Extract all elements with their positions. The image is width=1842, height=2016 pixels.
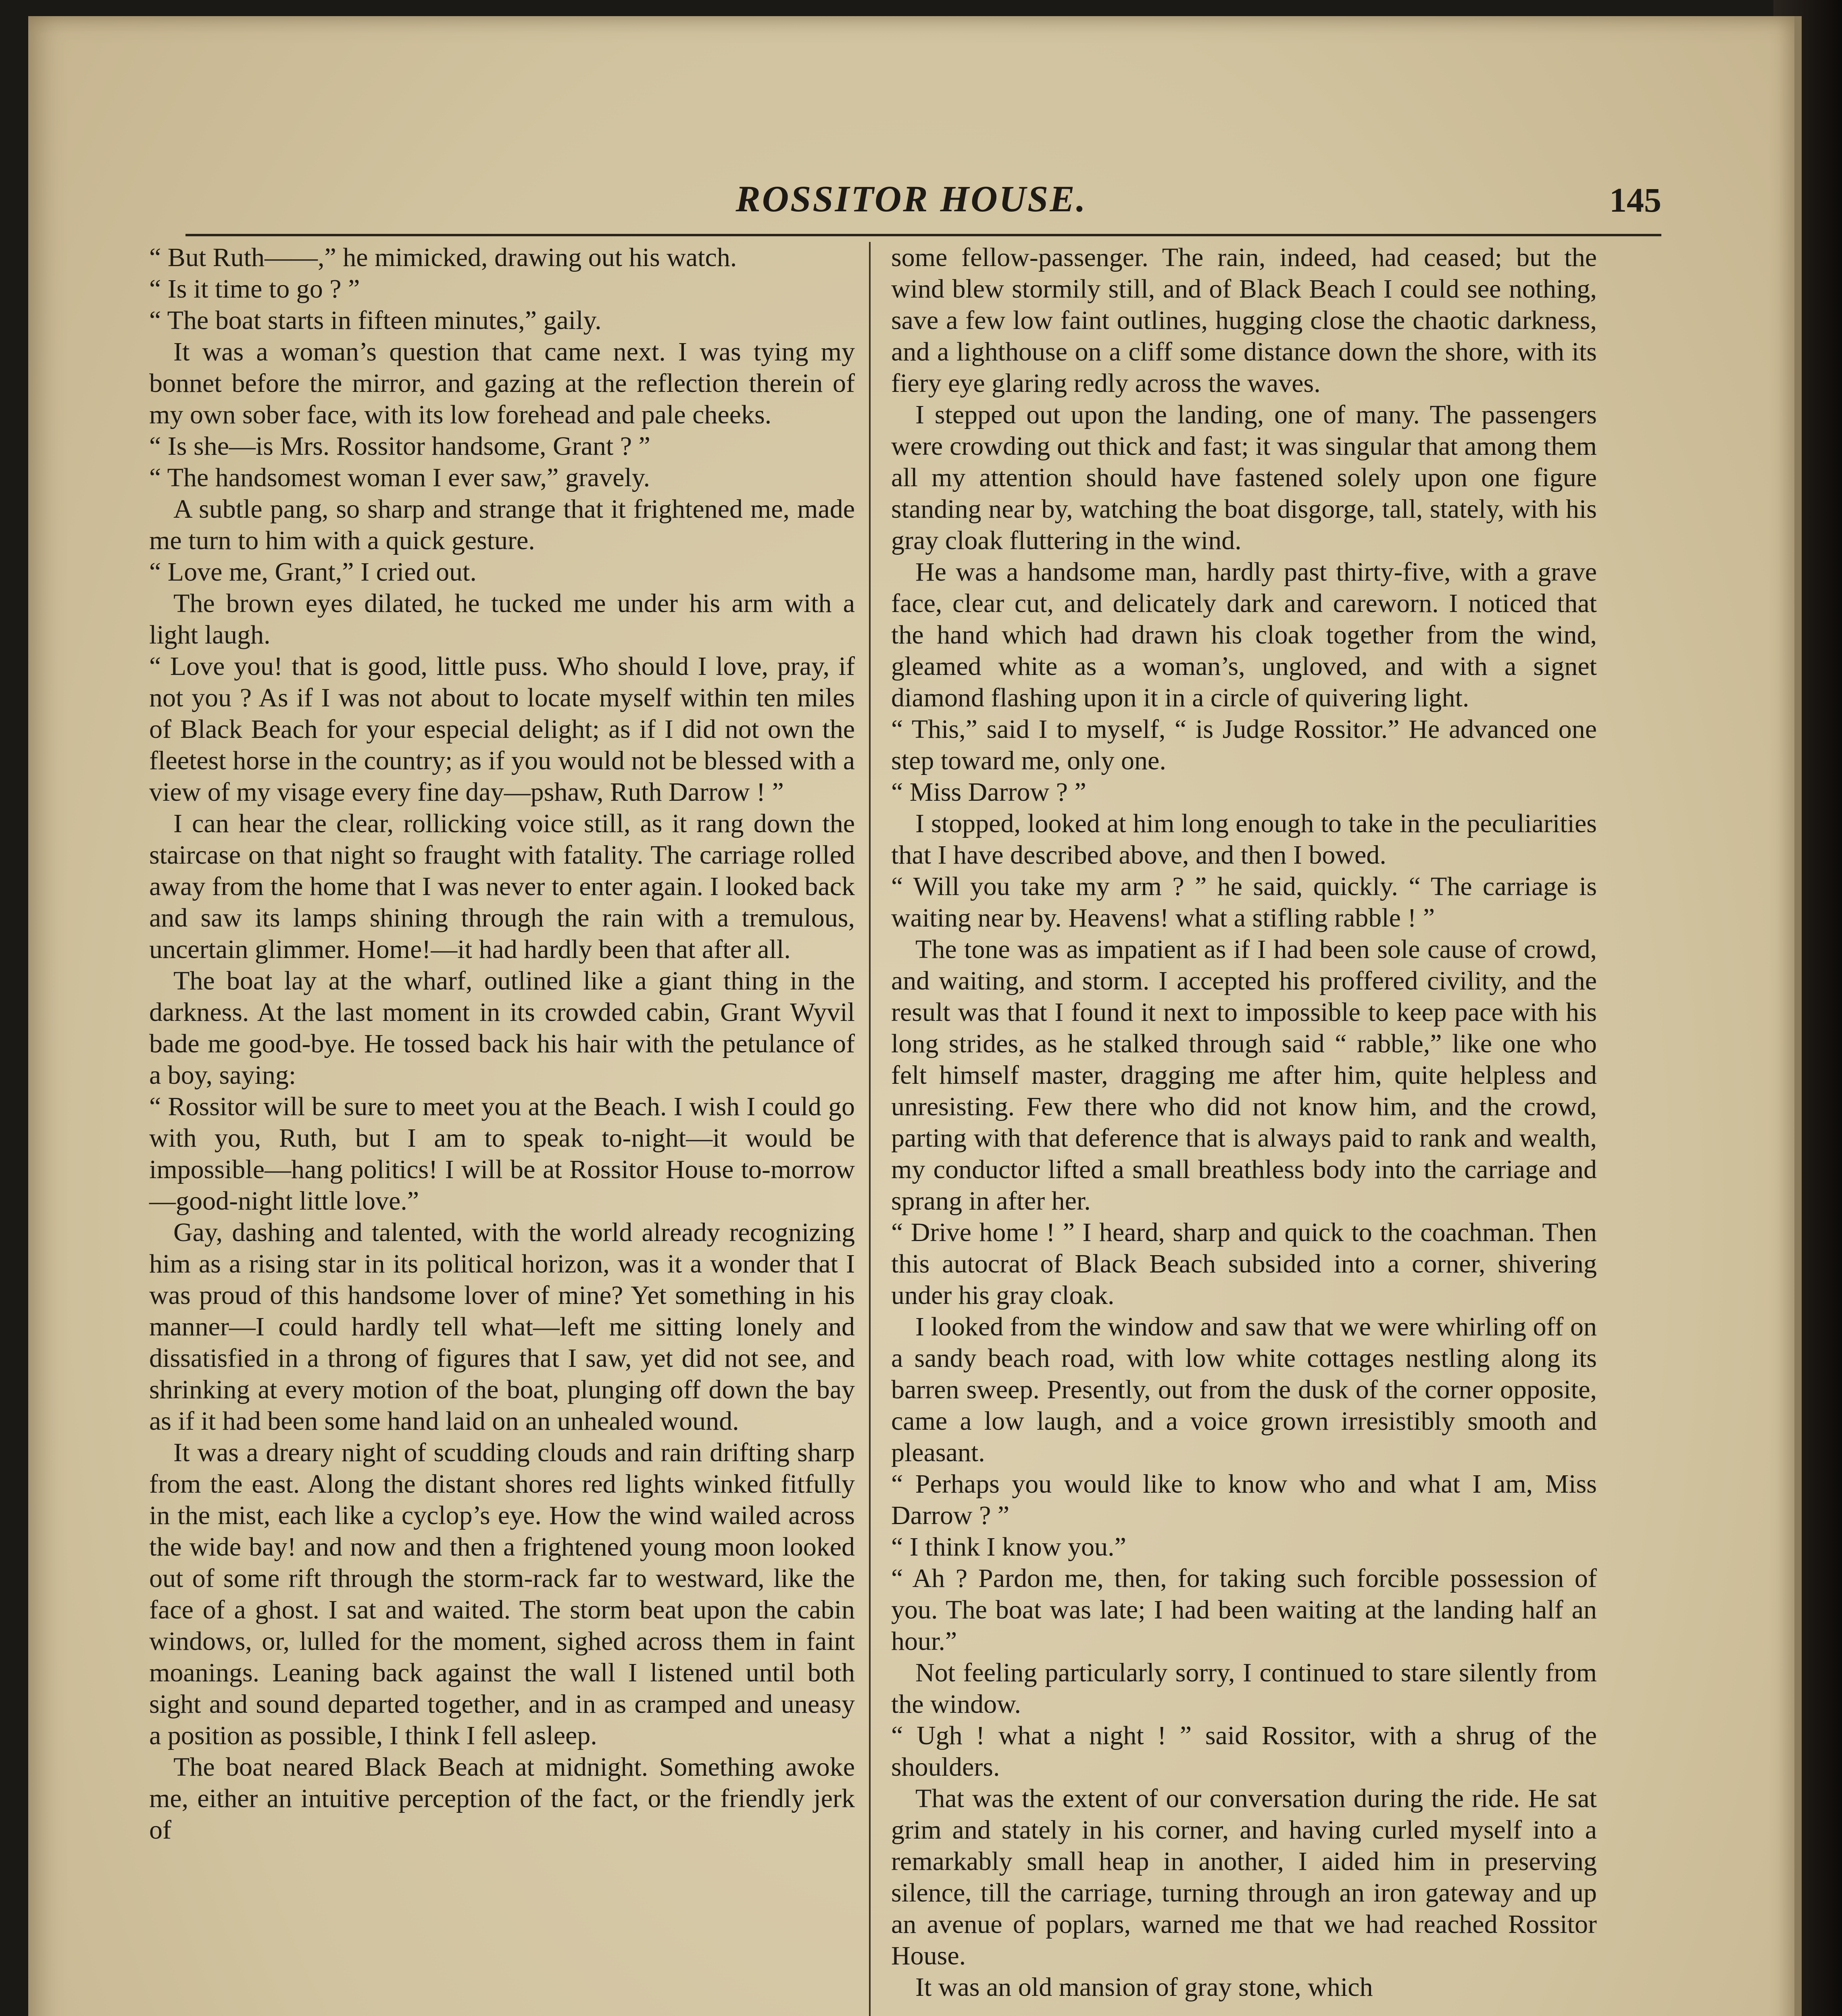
running-title: ROSSITOR HOUSE.: [736, 178, 1087, 219]
paragraph: “ Ugh ! what a night ! ” said Rossitor, with a shrug of the shoulders.: [891, 1721, 1597, 1782]
paragraph: “ This,” said I to myself, “ is Judge Rossitor.” He advanced one step toward me, only one.: [891, 714, 1597, 775]
paragraph: “ Rossitor will be sure to meet you at the Beach. I wish I could go with you, Ruth, but I am to speak to-night—it would be impossible—hang politics! I will be at Rossitor House to-morrow—good-night little love.”: [149, 1092, 855, 1216]
paragraph: That was the extent of our conversation during the ride. He sat grim and stately in his corner, and having curled myself into a remarkably small heap in another, I aided him in preserving silence, till the carriage, turning through an iron gateway and up an avenue of poplars, warned me that we had reached Rossitor House.: [891, 1784, 1597, 1970]
left-column: [149, 242, 855, 1846]
paragraph: “ I think I know you.”: [891, 1532, 1126, 1562]
paragraph: I looked from the window and saw that we were whirling off on a sandy beach road, with low white cottages nestling along its barren sweep. Presently, out from the dusk of the corner opposite, came a low laugh, and a voice grown irresistibly smooth and pleasant.: [891, 1312, 1597, 1467]
paragraph: I stopped, looked at him long enough to take in the peculiarities that I have described above, and then I bowed.: [891, 809, 1597, 870]
page-number: 145: [1609, 181, 1661, 219]
paragraph: “ Love you! that is good, little puss. Who should I love, pray, if not you ? As if I was not about to locate myself within ten miles of Black Beach for your especial delight; as if I did not own the fleetest horse in the country; as if you would not be blessed with a view of my visage every fine day—pshaw, Ruth Darrow ! ”: [149, 652, 855, 807]
paragraph: “ Is she—is Mrs. Rossitor handsome, Grant ? ”: [149, 431, 650, 461]
paragraph: some fellow-passenger. The rain, indeed, had ceased; but the wind blew stormily still, and of Black Beach I could see nothing, save a few low faint outlines, hugging close the chaotic darkness, and a lighthouse on a cliff some distance down the shore, with its fiery eye glaring redly across the waves.: [891, 243, 1597, 398]
paragraph: “ Is it time to go ? ”: [149, 274, 360, 304]
header-rule: [185, 234, 1661, 236]
paragraph: I can hear the clear, rollicking voice still, as it rang down the staircase on that night so fraught with fatality. The carriage rolled away from the home that I was never to enter again. I looked back and saw its lamps shining through the rain with a tremulous, uncertain glimmer. Home!—it had hardly been that after all.: [149, 809, 855, 964]
paragraph: “ The handsomest woman I ever saw,” gravely.: [149, 463, 650, 492]
paragraph: “ Ah ? Pardon me, then, for taking such forcible possession of you. The boat was late; I had been waiting at the landing half an hour.”: [891, 1564, 1597, 1656]
paragraph: He was a handsome man, hardly past thirty-five, with a grave face, clear cut, and delicately dark and careworn. I noticed that the hand which had drawn his cloak together from the wind, gleamed white as a woman’s, ungloved, and with a signet diamond flashing upon it in a circle of quivering light.: [891, 557, 1597, 712]
paragraph: The boat lay at the wharf, outlined like a giant thing in the darkness. At the last moment in its crowded cabin, Grant Wyvil bade me good-bye. He tossed back his hair with the petulance of a boy, saying:: [149, 966, 855, 1090]
page-header: [28, 177, 1794, 230]
column-divider: [869, 242, 871, 2016]
paragraph: The boat neared Black Beach at midnight. Something awoke me, either an intuitive perception of the fact, or the friendly jerk of: [149, 1752, 855, 1845]
paragraph: Gay, dashing and talented, with the world already recognizing him as a rising star in its political horizon, was it a wonder that I was proud of this handsome lover of mine? Yet something in his manner—I could hardly tell what—left me sitting lonely and dissatisfied in a throng of figures that I saw, yet did not see, and shrinking at every motion of the boat, plunging off down the bay as if it had been some hand laid on an unhealed wound.: [149, 1218, 855, 1436]
paragraph: A subtle pang, so sharp and strange that it frightened me, made me turn to him with a quick gesture.: [149, 494, 855, 555]
paragraph: I stepped out upon the landing, one of many. The passengers were crowding out thick and fast; it was singular that among them all my attention should have fastened solely upon one figure standing near by, watching the boat disgorge, tall, stately, with his gray cloak fluttering in the wind.: [891, 400, 1597, 555]
paragraph: “ The boat starts in fifteen minutes,” gaily.: [149, 306, 602, 335]
paragraph: It was a woman’s question that came next. I was tying my bonnet before the mirror, and gazing at the reflection therein of my own sober face, with its low forehead and pale cheeks.: [149, 337, 855, 429]
paragraph: “ Perhaps you would like to know who and what I am, Miss Darrow ? ”: [891, 1469, 1597, 1530]
paragraph: It was a dreary night of scudding clouds and rain drifting sharp from the east. Along the distant shores red lights winked fitfully in the mist, each like a cyclop’s eye. How the wind wailed across the wide bay! and now and then a frightened young moon looked out of some rift through the storm-rack far to westward, like the face of a ghost. I sat and waited. The storm beat upon the cabin windows, or, lulled for the moment, sighed across them in faint moanings. Leaning back against the wall I listened until both sight and sound departed together, and in as cramped and uneasy a position as possible, I think I fell asleep.: [149, 1438, 855, 1750]
paragraph: “ Drive home ! ” I heard, sharp and quick to the coachman. Then this autocrat of Black Beach subsided into a corner, shivering under his gray cloak.: [891, 1218, 1597, 1310]
paragraph: “ But Ruth——,” he mimicked, drawing out his watch.: [149, 243, 737, 272]
paragraph: Not feeling particularly sorry, I continued to stare silently from the window.: [891, 1658, 1597, 1719]
paragraph: “ Miss Darrow ? ”: [891, 777, 1086, 807]
paragraph: The tone was as impatient as if I had been sole cause of crowd, and waiting, and storm. I accepted his proffered civility, and the result was that I found it next to impossible to keep pace with his long strides, as he stalked through said “ rabble,” like one who felt himself master, dragging me after him, quite helpless and unresisting. Few there who did not know him, and the crowd, parting with that deference that is always paid to rank and wealth, my conductor lifted a small breathless body into the carriage and sprang in after her.: [891, 935, 1597, 1216]
paragraph: It was an old mansion of gray stone, which: [915, 1972, 1373, 2002]
right-column: [891, 242, 1597, 2003]
paragraph: The brown eyes dilated, he tucked me under his arm with a light laugh.: [149, 589, 855, 650]
paragraph: “ Will you take my arm ? ” he said, quickly. “ The carriage is waiting near by. Heavens! what a stifling rabble ! ”: [891, 872, 1597, 933]
paragraph: “ Love me, Grant,” I cried out.: [149, 557, 477, 587]
